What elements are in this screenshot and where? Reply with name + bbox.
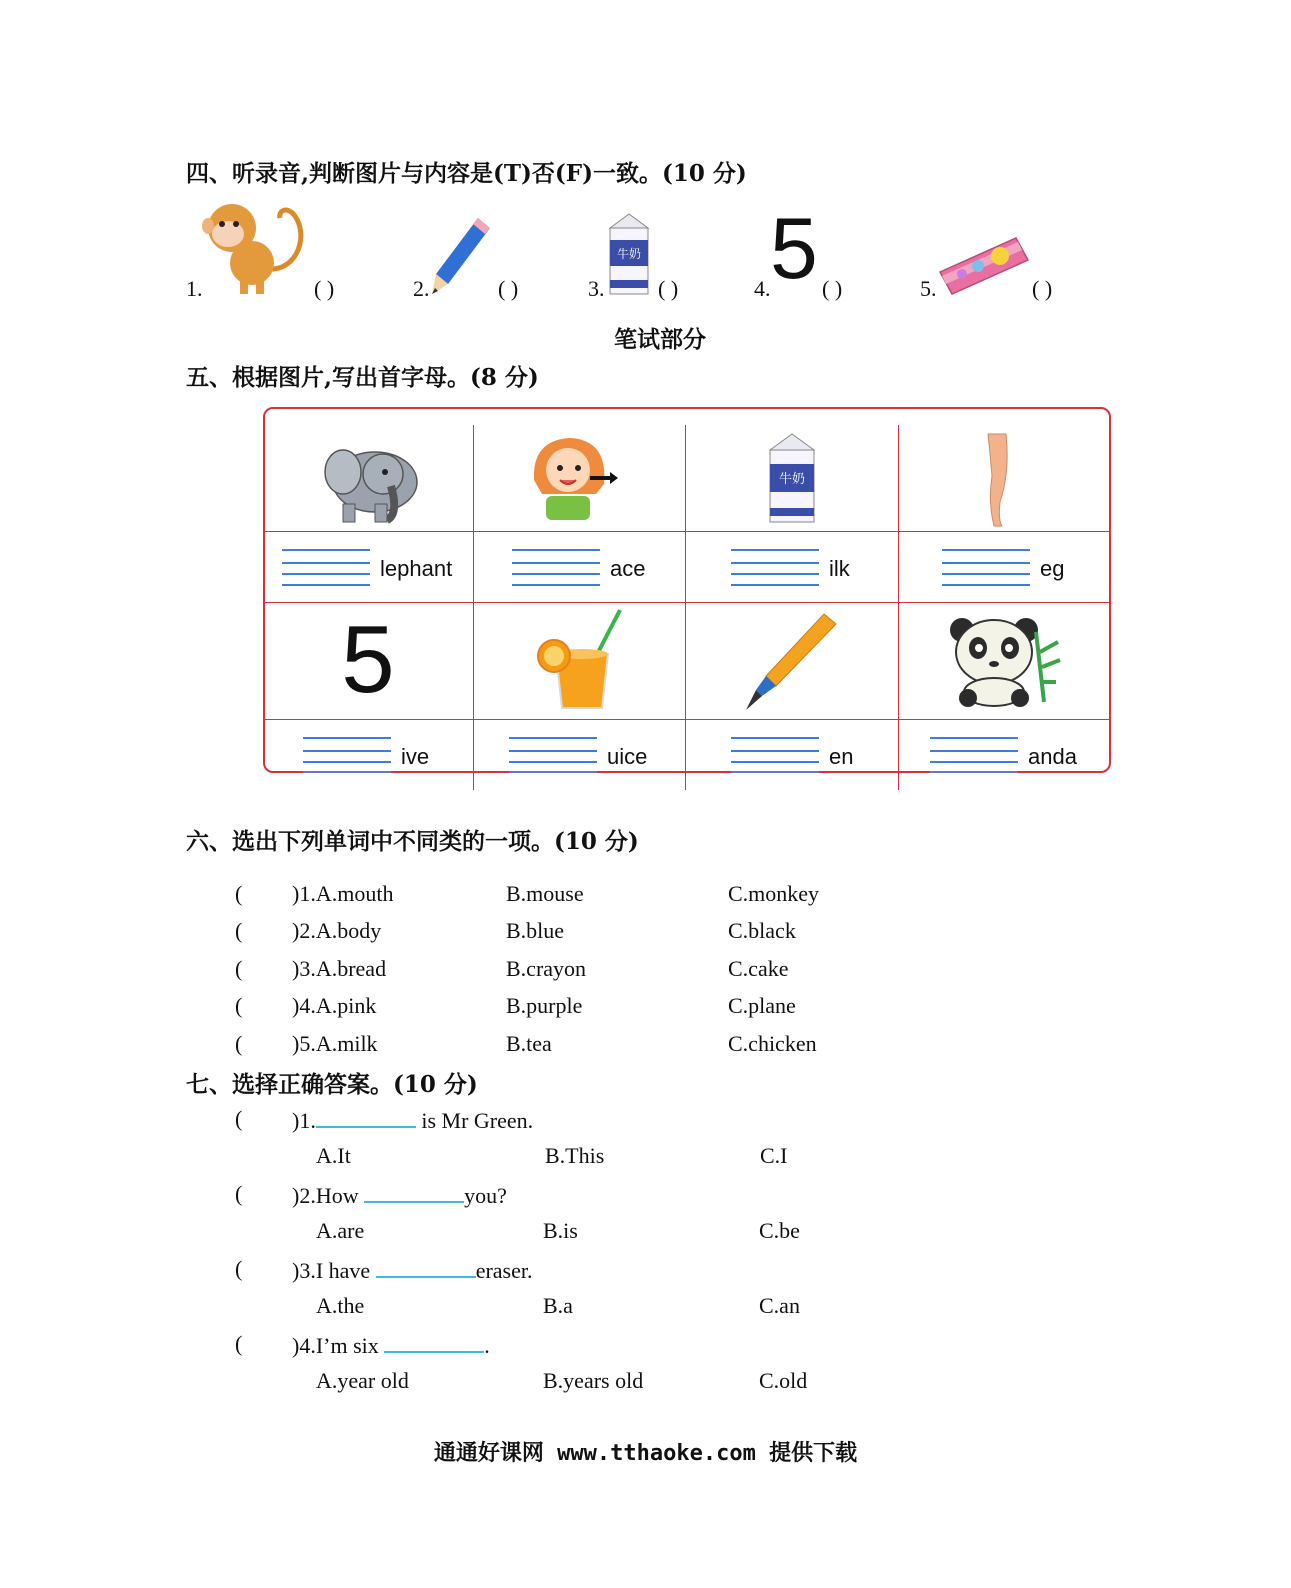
item-number: 1. (186, 276, 203, 301)
option-b: B.This (545, 1143, 605, 1168)
pencil-icon (430, 214, 492, 296)
question-pre: )4.I’m six (292, 1333, 385, 1358)
milk-carton-icon (604, 210, 654, 298)
answer-blank[interactable] (376, 1256, 476, 1278)
option-a: )2.A.body (292, 918, 382, 943)
question-text (292, 1181, 507, 1209)
option-c: C.monkey (728, 881, 820, 906)
option-c: C.black (728, 918, 796, 943)
option-b: B.purple (506, 993, 583, 1018)
option-c: C.be (759, 1218, 800, 1243)
milk-label: 牛奶 (778, 472, 806, 487)
option-b: B.blue (506, 918, 565, 943)
girl-face-icon (524, 434, 620, 522)
option-a: )4.A.pink (292, 993, 377, 1018)
option-b: B.crayon (506, 956, 587, 981)
pencil-box-icon (938, 236, 1030, 298)
word-suffix: en (829, 744, 854, 769)
word-suffix: uice (607, 744, 648, 769)
option-a: )3.A.bread (292, 956, 387, 981)
milk-label: 牛奶 (616, 247, 642, 261)
option-a: A.year old (316, 1368, 409, 1393)
question-text (292, 1331, 490, 1359)
option-a: A.the (316, 1293, 365, 1318)
word-suffix: ive (401, 744, 430, 769)
panda-icon (944, 612, 1062, 708)
section6-heading: 六、选出下列单词中不同类的一项。(10 分) (186, 828, 639, 855)
item-number: 4. (754, 276, 771, 301)
item-number: 3. (588, 276, 605, 301)
question-post: is Mr Green. (415, 1108, 534, 1133)
word-suffix: anda (1028, 744, 1077, 769)
option-c: C.I (760, 1143, 788, 1168)
answer-paren[interactable]: ( (235, 918, 243, 943)
word-suffix: lephant (380, 556, 453, 581)
answer-paren[interactable]: ( (235, 881, 243, 906)
word-suffix: ilk (829, 556, 850, 581)
answer-paren[interactable]: ( ) (658, 276, 679, 301)
question-post: . (484, 1333, 490, 1358)
milk-carton-icon (764, 430, 820, 526)
elephant-icon (313, 434, 423, 524)
answer-paren[interactable]: ( (235, 1331, 243, 1356)
answer-blank[interactable] (364, 1181, 464, 1203)
option-a: )1.A.mouth (292, 881, 394, 906)
option-c: C.chicken (728, 1031, 817, 1056)
answer-paren[interactable]: ( (235, 993, 243, 1018)
pen-icon (744, 612, 838, 712)
option-b: B.tea (506, 1031, 552, 1056)
section5-heading: 五、根据图片,写出首字母。(8 分) (186, 364, 539, 391)
question-text (292, 1256, 532, 1284)
written-part-title: 笔试部分 (614, 326, 706, 353)
question-post: eraser. (475, 1258, 533, 1283)
answer-blank[interactable] (316, 1106, 416, 1128)
answer-paren[interactable]: ( (235, 1106, 243, 1131)
answer-paren[interactable]: ( ) (498, 276, 519, 301)
item-number: 2. (413, 276, 430, 301)
item-number: 5. (920, 276, 937, 301)
question-pre: )3.I have (292, 1258, 376, 1283)
option-c: C.old (759, 1368, 808, 1393)
question-post: you? (464, 1183, 507, 1208)
number-five: 5 (770, 201, 818, 297)
footer-text: 通通好课网 www.tthaoke.com 提供下载 (433, 1441, 858, 1466)
leg-icon (980, 432, 1024, 528)
word-suffix: eg (1040, 556, 1065, 581)
answer-paren[interactable]: ( ) (1032, 276, 1053, 301)
juice-glass-icon (534, 608, 626, 714)
section7-heading: 七、选择正确答案。(10 分) (186, 1071, 478, 1098)
option-b: B.mouse (506, 881, 584, 906)
option-b: B.is (543, 1218, 578, 1243)
answer-paren[interactable]: ( (235, 1031, 243, 1056)
option-a: A.are (316, 1218, 365, 1243)
monkey-icon (200, 198, 310, 296)
word-suffix: ace (610, 556, 646, 581)
option-b: B.a (543, 1293, 573, 1318)
option-a: A.It (316, 1143, 351, 1168)
answer-paren[interactable]: ( (235, 1256, 243, 1281)
question-text (292, 1106, 533, 1134)
answer-paren[interactable]: ( (235, 956, 243, 981)
answer-blank[interactable] (384, 1331, 484, 1353)
option-c: C.an (759, 1293, 800, 1318)
section4-heading: 四、听录音,判断图片与内容是(T)否(F)一致。(10 分) (186, 160, 747, 187)
answer-paren[interactable]: ( (235, 1181, 243, 1206)
option-b: B.years old (543, 1368, 644, 1393)
question-pre: )1. (292, 1108, 316, 1133)
option-c: C.plane (728, 993, 796, 1018)
answer-paren[interactable]: ( ) (314, 276, 335, 301)
question-pre: )2.How (292, 1183, 365, 1208)
option-a: )5.A.milk (292, 1031, 378, 1056)
option-c: C.cake (728, 956, 789, 981)
number-five: 5 (341, 606, 395, 713)
answer-paren[interactable]: ( ) (822, 276, 843, 301)
